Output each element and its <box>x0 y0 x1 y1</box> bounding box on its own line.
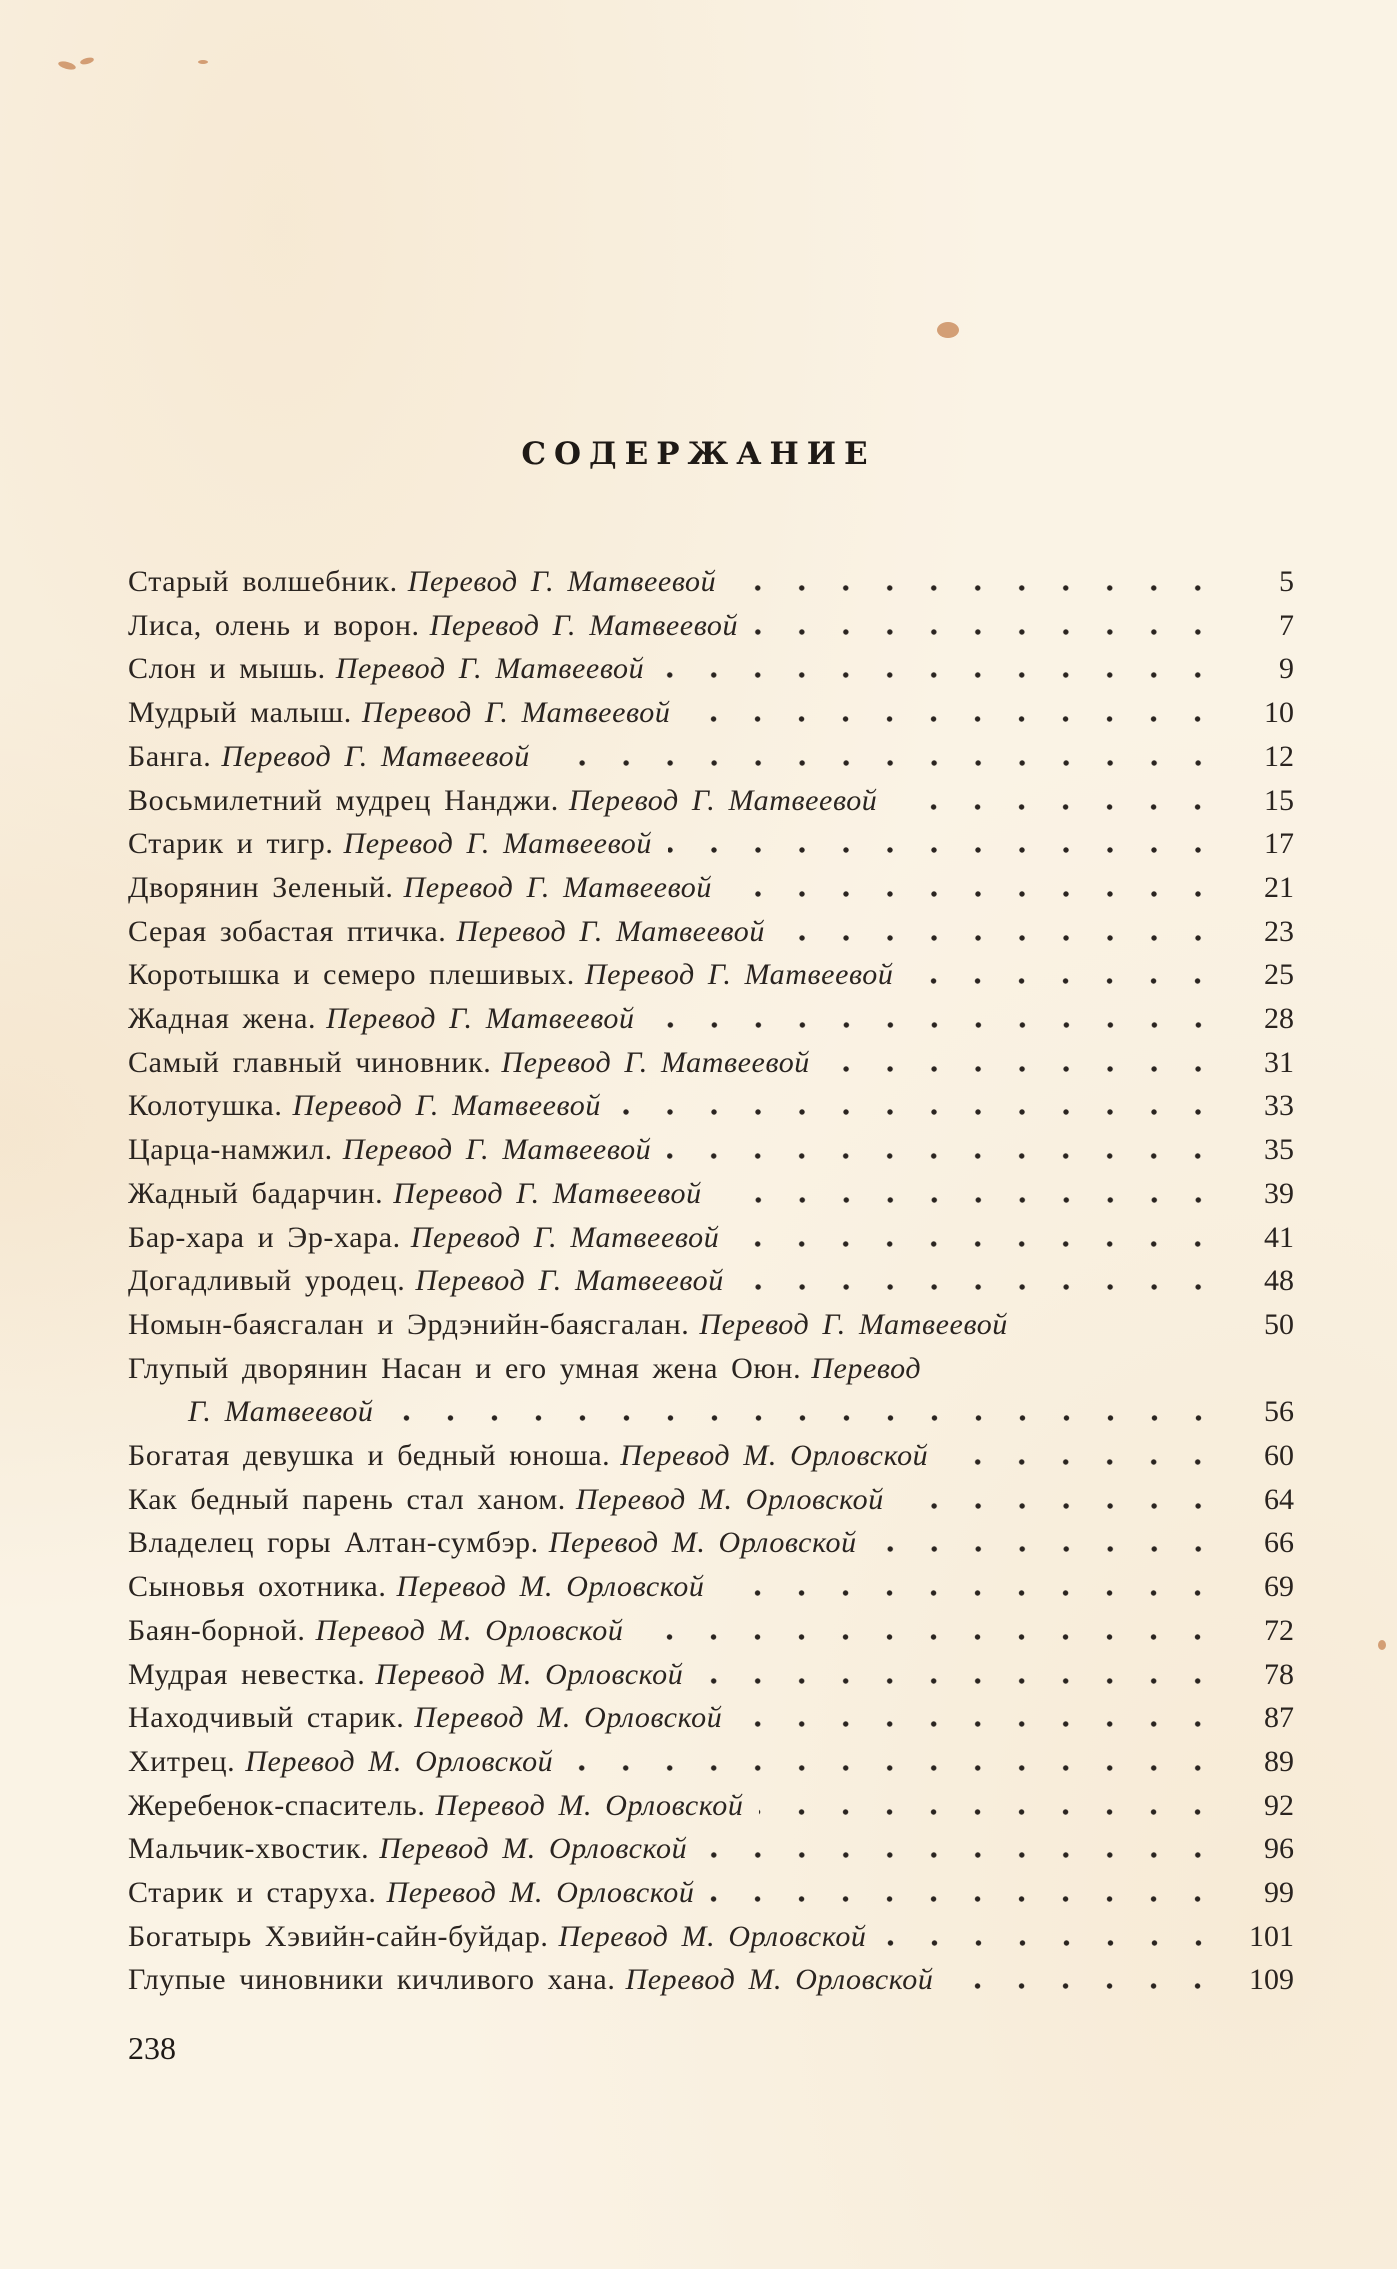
entry-page-number: 101 <box>1249 1919 1294 1953</box>
entry-page-number: 66 <box>1264 1526 1294 1560</box>
entry-title: Царца-намжил. <box>128 1133 333 1167</box>
paper-stain <box>57 60 76 71</box>
toc-entry[interactable] <box>128 1434 1294 1478</box>
entry-title: Старик и старуха. <box>128 1876 377 1909</box>
entry-page-number: 39 <box>1264 1176 1294 1210</box>
toc-entry[interactable] <box>128 1478 1294 1522</box>
dot-leader <box>710 1895 1220 1903</box>
dot-leader <box>781 934 1220 942</box>
paper-stain <box>937 322 959 338</box>
entry-page-number: 21 <box>1264 870 1294 904</box>
toc-entry[interactable] <box>128 1303 1294 1347</box>
entry-title: Мудрая невестка. <box>128 1657 366 1691</box>
entry-translator-continued: Г. Матвеевой <box>188 1395 374 1429</box>
entry-translator: Перевод М. Орловской <box>558 1919 867 1953</box>
entry-translator: Перевод Г. Матвеевой <box>568 783 878 817</box>
entry-translator: Перевод Г. Матвеевой <box>335 652 645 686</box>
entry-page-number: 109 <box>1249 1963 1294 1997</box>
toc-entry[interactable] <box>128 953 1294 997</box>
entry-translator: Перевод Г. Матвеевой <box>501 1045 810 1079</box>
entry-translator: Перевод Г. Матвеевой <box>326 1002 635 1035</box>
entry-title: Банга. <box>128 739 212 773</box>
entry-translator: Перевод Г. Матвеевой <box>361 696 671 730</box>
entry-page-number: 33 <box>1264 1089 1294 1123</box>
entry-page-number: 28 <box>1264 1002 1294 1035</box>
toc-entry[interactable] <box>128 1084 1294 1128</box>
toc-entry[interactable] <box>128 1172 1294 1216</box>
toc-entry[interactable] <box>128 604 1294 648</box>
toc-entry[interactable] <box>128 1958 1294 2002</box>
entry-translator: Перевод Г. Матвеевой <box>403 870 713 904</box>
entry-translator: Перевод М. Орловской <box>620 1439 929 1472</box>
entry-translator: Перевод Г. Матвеевой <box>292 1089 601 1123</box>
page-title: СОДЕРЖАНИЕ <box>521 436 876 472</box>
dot-leader <box>732 584 1220 592</box>
dot-leader <box>703 1851 1220 1859</box>
dot-leader <box>738 1720 1220 1728</box>
entry-title: Жадная жена. <box>128 1002 317 1035</box>
toc-entry[interactable] <box>128 1521 1294 1565</box>
dot-leader <box>686 715 1220 723</box>
entry-translator: Перевод Г. Матвеевой <box>393 1176 702 1210</box>
entry-page-number: 12 <box>1264 739 1294 773</box>
entry-title: Коротышка и семеро плешивых. <box>128 958 575 992</box>
toc-entry[interactable] <box>128 735 1294 779</box>
entry-page-number: 10 <box>1264 696 1294 730</box>
entry-translator: Перевод М. Орловской <box>625 1963 934 1997</box>
entry-title: Как бедный парень стал ханом. <box>128 1482 566 1516</box>
toc-entry[interactable] <box>128 779 1294 823</box>
entry-title: Жеребенок-спаситель. <box>128 1788 426 1822</box>
dot-leader <box>893 803 1220 811</box>
entry-title: Хитрец. <box>128 1744 236 1778</box>
dot-leader <box>883 1939 1220 1947</box>
dot-leader <box>873 1545 1220 1553</box>
paper-stain <box>1378 1640 1386 1650</box>
entry-page-number: 41 <box>1264 1220 1294 1254</box>
entry-page-number: 99 <box>1264 1876 1294 1909</box>
toc-entry[interactable] <box>128 866 1294 910</box>
entry-title: Бар-хара и Эр-хара. <box>128 1220 401 1254</box>
entry-translator: Перевод М. Орловской <box>375 1657 684 1691</box>
entry-page-number: 31 <box>1264 1045 1294 1079</box>
entry-translator: Перевод Г. Матвеевой <box>584 958 894 992</box>
entry-title: Колотушка. <box>128 1089 283 1123</box>
entry-page-number: 35 <box>1264 1133 1294 1167</box>
dot-leader <box>667 1152 1220 1160</box>
entry-title: Владелец горы Алтан-сумбэр. <box>128 1526 539 1560</box>
entry-translator: Перевод М. Орловской <box>575 1482 884 1516</box>
toc-entry[interactable] <box>128 1696 1294 1740</box>
entry-title: Жадный бадарчин. <box>128 1176 384 1210</box>
entry-translator: Перевод М. Орловской <box>315 1613 624 1647</box>
toc-entry[interactable] <box>128 1041 1294 1085</box>
entry-title: Номын-баясгалан и Эрдэнийн-баясгалан. <box>128 1307 690 1341</box>
dot-leader <box>390 1414 1220 1422</box>
toc-entry[interactable] <box>128 647 1294 691</box>
dot-leader <box>909 977 1220 985</box>
toc-entry[interactable] <box>128 1827 1294 1871</box>
entry-title: Находчивый старик. <box>128 1701 405 1735</box>
dot-leader <box>759 1808 1220 1816</box>
dot-leader <box>668 846 1220 854</box>
entry-page-number: 96 <box>1264 1832 1294 1866</box>
entry-translator: Перевод Г. Матвеевой <box>699 1307 1008 1341</box>
dot-leader <box>720 1589 1220 1597</box>
entry-translator: Перевод <box>811 1351 922 1385</box>
dot-leader <box>740 1283 1220 1291</box>
toc-entry[interactable] <box>128 560 1294 604</box>
entry-title: Баян-борной. <box>128 1613 306 1647</box>
toc-entry[interactable] <box>128 691 1294 735</box>
entry-title: Слон и мышь. <box>128 652 326 686</box>
toc-entry[interactable] <box>128 1609 1294 1653</box>
entry-translator: Перевод М. Орловской <box>379 1832 688 1866</box>
entry-page-number: 72 <box>1264 1613 1294 1647</box>
entry-page-number: 25 <box>1264 958 1294 992</box>
toc-entry[interactable] <box>128 1216 1294 1260</box>
entry-title: Лиса, олень и ворон. <box>128 608 420 642</box>
entry-translator: Перевод М. Орловской <box>435 1788 744 1822</box>
paper-stain <box>198 60 208 64</box>
entry-title: Старик и тигр. <box>128 827 334 861</box>
entry-translator: Перевод М. Орловской <box>245 1744 554 1778</box>
dot-leader <box>660 671 1220 679</box>
entry-page-number: 64 <box>1264 1482 1294 1516</box>
toc-entry[interactable] <box>128 1653 1294 1697</box>
dot-leader <box>735 1240 1220 1248</box>
entry-page-number: 15 <box>1264 783 1294 817</box>
entry-title: Дворянин Зеленый. <box>128 870 394 904</box>
entry-page-number: 60 <box>1264 1439 1294 1472</box>
entry-translator: Перевод Г. Матвеевой <box>415 1264 724 1298</box>
toc-entry[interactable] <box>128 1128 1294 1172</box>
entry-page-number: 89 <box>1264 1744 1294 1778</box>
entry-title: Самый главный чиновник. <box>128 1045 492 1079</box>
entry-title: Старый волшебник. <box>128 565 398 598</box>
entry-translator: Перевод Г. Матвеевой <box>429 608 739 642</box>
dot-leader <box>949 1982 1220 1990</box>
entry-page-number: 78 <box>1264 1657 1294 1691</box>
entry-title: Мудрый малыш. <box>128 696 352 730</box>
dot-leader <box>699 1677 1220 1685</box>
toc-entry[interactable] <box>128 1740 1294 1784</box>
entry-translator: Перевод М. Орловской <box>414 1701 723 1735</box>
dot-leader <box>651 1021 1220 1029</box>
entry-translator: Перевод М. Орловской <box>548 1526 857 1560</box>
entry-translator: Перевод Г. Матвеевой <box>221 739 530 773</box>
toc-entry-continuation <box>128 1390 1294 1434</box>
entry-title: Глупые чиновники кичливого хана. <box>128 1963 616 1997</box>
entry-title: Богатырь Хэвийн-сайн-буйдар. <box>128 1919 549 1953</box>
toc-entry[interactable] <box>128 997 1294 1041</box>
entry-page-number: 50 <box>1264 1307 1294 1341</box>
entry-page-number: 7 <box>1279 608 1294 642</box>
dot-leader <box>569 1764 1220 1772</box>
entry-translator: Перевод М. Орловской <box>396 1570 705 1604</box>
toc-entry[interactable] <box>128 822 1294 866</box>
entry-page-number: 17 <box>1264 827 1294 861</box>
entry-page-number: 87 <box>1264 1701 1294 1735</box>
dot-leader <box>617 1108 1220 1116</box>
paper-stain <box>79 56 94 65</box>
entry-title: Богатая девушка и бедный юноша. <box>128 1439 611 1472</box>
dot-leader <box>728 890 1220 898</box>
dot-leader <box>826 1065 1220 1073</box>
entry-page-number: 9 <box>1279 652 1294 686</box>
entry-translator: Перевод Г. Матвеевой <box>407 565 717 598</box>
page-number: 238 <box>128 2030 176 2066</box>
toc-entry[interactable] <box>128 1347 1294 1391</box>
entry-translator: Перевод Г. Матвеевой <box>342 1133 652 1167</box>
entry-page-number: 48 <box>1264 1264 1294 1298</box>
entry-translator: Перевод Г. Матвеевой <box>410 1220 720 1254</box>
entry-title: Сыновья охотника. <box>128 1570 387 1604</box>
toc-entry[interactable] <box>128 1259 1294 1303</box>
dot-leader <box>546 759 1220 767</box>
dot-leader <box>718 1196 1220 1204</box>
dot-leader <box>900 1502 1220 1510</box>
entry-translator: Перевод Г. Матвеевой <box>343 827 652 861</box>
entry-page-number: 56 <box>1264 1395 1294 1429</box>
dot-leader <box>754 628 1220 636</box>
entry-page-number: 92 <box>1264 1788 1294 1822</box>
entry-page-number: 5 <box>1279 565 1294 598</box>
toc-entry[interactable] <box>128 1784 1294 1828</box>
entry-translator: Перевод М. Орловской <box>386 1876 695 1909</box>
entry-page-number: 69 <box>1264 1570 1294 1604</box>
toc-entry[interactable] <box>128 1565 1294 1609</box>
entry-title: Глупый дворянин Насан и его умная жена Оюн. <box>128 1351 802 1385</box>
dot-leader <box>944 1458 1220 1466</box>
dot-leader <box>639 1633 1220 1641</box>
entry-title: Мальчик-хвостик. <box>128 1832 370 1866</box>
entry-title: Догадливый уродец. <box>128 1264 406 1298</box>
entry-title: Серая зобастая птичка. <box>128 914 447 948</box>
toc-entry[interactable] <box>128 1871 1294 1915</box>
toc-entry[interactable] <box>128 1915 1294 1959</box>
toc-entry[interactable] <box>128 910 1294 954</box>
entry-translator: Перевод Г. Матвеевой <box>456 914 765 948</box>
entry-page-number: 23 <box>1264 914 1294 948</box>
entry-title: Восьмилетний мудрец Нанджи. <box>128 783 559 817</box>
